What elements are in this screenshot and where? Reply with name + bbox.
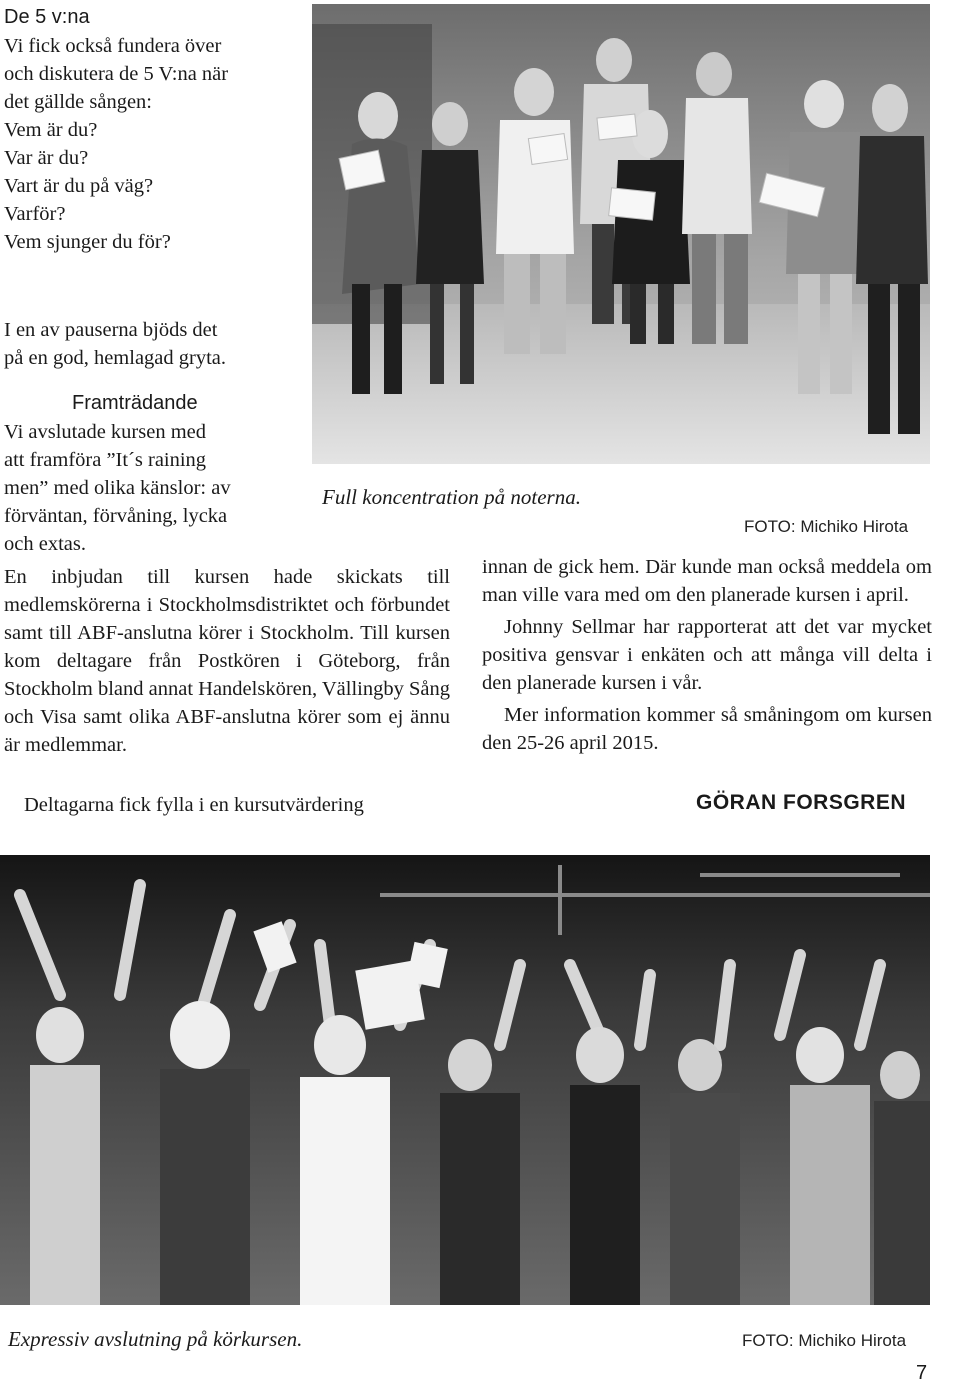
right-paragraph-3: Mer information kommer så småningom om kursen den 25-26 april 2015. bbox=[482, 704, 932, 754]
section-heading-framtradande: Framträdande bbox=[72, 392, 198, 414]
text-line: det gällde sången: bbox=[4, 91, 153, 113]
right-paragraph-2: Johnny Sellmar har rapporterat att det var mycket positiva gensvar i enkäten och att många vill delta i den planerade kursen i vår. bbox=[482, 616, 932, 694]
photo-performance-image bbox=[0, 855, 930, 1305]
text-line: att framföra ”It´s raining bbox=[4, 449, 207, 471]
photo-choir-rehearsal bbox=[312, 4, 930, 464]
section-framtradande bbox=[4, 390, 304, 558]
photo-rehearsal-image bbox=[312, 4, 930, 464]
author-signature: GÖRAN FORSGREN bbox=[696, 791, 907, 814]
page-number: 7 bbox=[916, 1362, 928, 1384]
section-5v-text bbox=[4, 32, 304, 256]
photo1-caption: Full koncentration på noterna. bbox=[322, 485, 581, 509]
text-line: och diskutera de 5 V:na när bbox=[4, 63, 229, 85]
text-line: förväntan, förvåning, lycka bbox=[4, 505, 228, 527]
section-heading-5v: De 5 v:na bbox=[4, 6, 90, 28]
text-line: Vem är du? bbox=[4, 119, 98, 141]
text-line: på en god, hemlagad gryta. bbox=[4, 347, 227, 369]
photo2-credit: FOTO: Michiko Hirota bbox=[742, 1331, 907, 1350]
photo-choir-performance bbox=[0, 855, 930, 1305]
text-line: Vart är du på väg? bbox=[4, 175, 154, 197]
right-column bbox=[482, 553, 932, 757]
text-line: och extas. bbox=[4, 533, 86, 555]
section-framtradande-text bbox=[4, 418, 304, 558]
text-line: Vem sjunger du för? bbox=[4, 231, 171, 253]
pause-paragraph bbox=[4, 316, 304, 372]
text-line: men” med olika känslor: av bbox=[4, 477, 231, 499]
evaluation-paragraph: Deltagarna fick fylla i en kursutvärdering bbox=[24, 794, 364, 816]
photo1-credit: FOTO: Michiko Hirota bbox=[744, 517, 909, 536]
right-paragraph-1: innan de gick hem. Där kunde man också meddela om man ville vara med om den planerade kursen i april. bbox=[482, 556, 932, 606]
section-5v bbox=[4, 4, 304, 256]
invitation-paragraph: En inbjudan till kursen hade skickats till medlemskörerna i Stockholmsdistriktet och förbundet samt till ABF-anslutna körer i Stockholm. Till kursen kom deltagare från Postkören i Göteborg, från Stockholm bland annat Handelskören, Vällingby Sång och Visa samt olika ABF-anslutna körer som ej ännu är medlemmar. bbox=[4, 566, 450, 756]
text-line: Vi fick också fundera över bbox=[4, 35, 222, 57]
text-line: Vi avslutade kursen med bbox=[4, 421, 207, 443]
text-line: I en av pauserna bjöds det bbox=[4, 319, 218, 341]
photo2-caption: Expressiv avslutning på körkursen. bbox=[8, 1327, 303, 1351]
text-line: Var är du? bbox=[4, 147, 89, 169]
text-line: Varför? bbox=[4, 203, 66, 225]
